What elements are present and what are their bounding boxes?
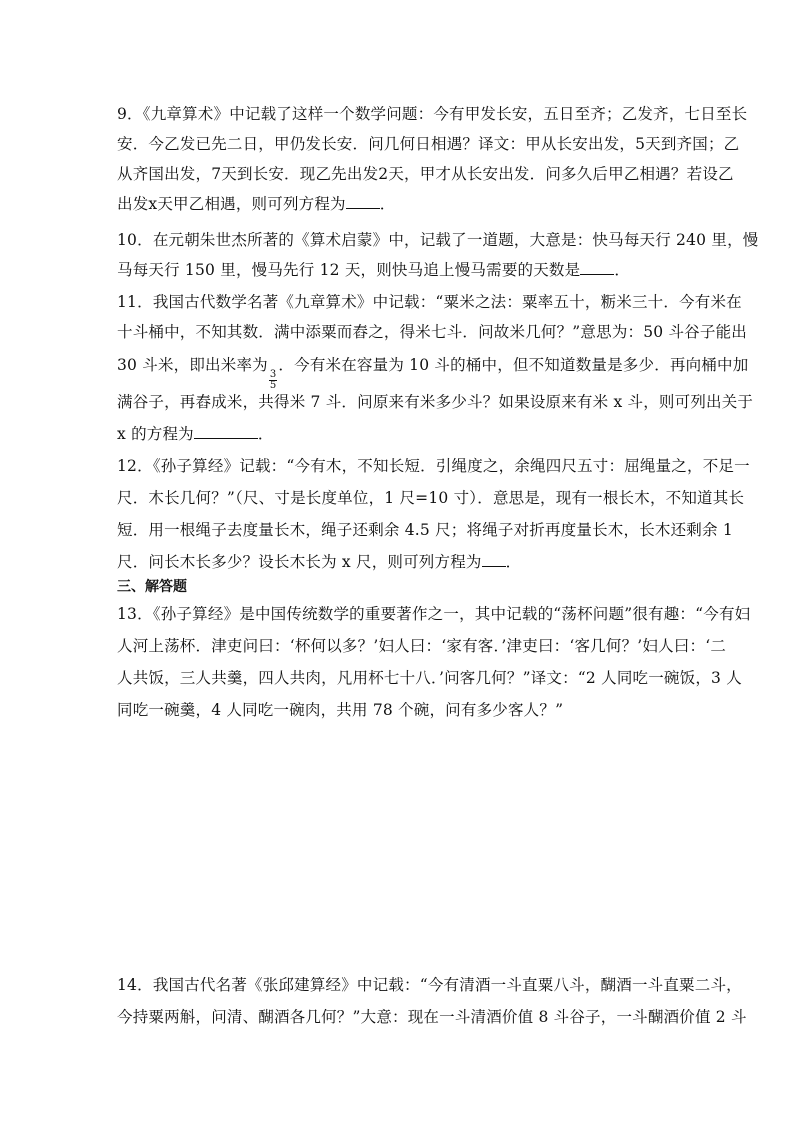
q12-line-3: 短．用一根绳子去度量长木，绳子还剩余 4.5 尺；将绳子对折再度量长木，长木还剩余 1	[117, 521, 733, 539]
q12-line-4-end: ．	[505, 553, 522, 571]
fraction-numerator: 3	[269, 369, 277, 380]
q13-line-4: 同吃一碗羹，4 人同吃一碗肉，共用 78 个碗，问有多少客人？”	[117, 701, 564, 719]
q11-line-4: 满谷子，再舂成米，共得米 7 斗．问原来有米多少斗？如果设原来有米 x 斗，则可列出关于	[117, 393, 754, 411]
q13-line-2: 人河上荡杯．津吏问曰：‘杯何以多？’妇人曰：‘家有客．’津吏曰：‘客几何？’妇人曰：‘二	[117, 637, 727, 655]
q12-line-2: 尺．木长几何？”（尺、寸是长度单位，1 尺=10 寸）．意思是，现有一根长木，不知道其长	[117, 489, 745, 507]
q9-line-4	[117, 194, 682, 214]
q11-line-5-end: ．	[257, 425, 274, 443]
q13-line-1: 13．《孙子算经》是中国传统数学的重要著作之一，其中记载的“荡杯问题”很有趣：“今有妇	[117, 605, 751, 623]
q13-line-3: 人共饭，三人共羹，四人共肉，凡用杯七十八．’问客几何？”译文：“2 人同吃一碗饭，3 人	[117, 669, 742, 687]
q10-answer-blank[interactable]	[580, 260, 614, 275]
q10-line-2-text: 马每天行 150 里，慢马先行 12 天，则快马追上慢马需要的天数是	[117, 261, 581, 279]
q12-line-4-text: 尺．问长木长多少？设长木长为 x 尺，则可列方程为	[117, 553, 482, 571]
q11-line-3-text: 30 斗米，即出米率为	[117, 356, 268, 374]
yield-fraction	[269, 370, 278, 391]
q9-line-4-end: ．	[379, 195, 396, 213]
q12-line-4	[117, 552, 682, 572]
q9-line-3: 从齐国出发，7天到长安．现乙先出发2天，甲才从长安出发．问多久后甲乙相遇？若设乙	[117, 165, 734, 183]
q9-answer-blank[interactable]	[346, 194, 380, 209]
q11-line-5	[117, 424, 682, 444]
q11-answer-blank[interactable]	[194, 424, 258, 439]
q9-line-2: 安．今乙发已先二日，甲仍发长安．问几何日相遇？译文：甲从长安出发，5天到齐国；乙	[117, 135, 740, 153]
q10-line-1: 10．在元朝朱世杰所著的《算术启蒙》中，记载了一道题，大意是：快马每天行 240 里，慢	[117, 231, 759, 249]
q12-answer-blank[interactable]	[482, 552, 506, 567]
q11-line-3	[117, 355, 749, 391]
q11-line-2: 十斗桶中，不知其数．满中添粟而舂之，得米七斗．问故米几何？”意思为：50 斗谷子能出	[117, 323, 747, 341]
fraction-denominator: 5	[269, 380, 277, 391]
section-heading: 三、解答题	[117, 579, 187, 595]
q14-line-2: 今持粟两斛，问清、醐酒各几何？”大意：现在一斗清酒价值 8 斗谷子，一斗醐酒价值 2 斗	[117, 1008, 747, 1026]
q12-line-1: 12．《孙子算经》记载：“今有木，不知长短．引绳度之，余绳四尺五寸：屈绳量之，不足一	[117, 457, 750, 475]
q9-line-1: 9．《九章算术》中记载了这样一个数学问题：今有甲发长安，五日至齐；乙发齐，七日至长	[117, 105, 748, 123]
q14-line-1: 14．我国古代名著《张邱建算经》中记载：“今有清酒一斗直粟八斗，醐酒一斗直粟二斗，	[117, 976, 742, 994]
q11-line-1: 11．我国古代数学名著《九章算术》中记载：“粟米之法：粟率五十，粝米三十．今有米在	[117, 293, 742, 311]
q10-line-2	[117, 260, 682, 280]
q10-line-2-end: ．	[614, 261, 631, 279]
q11-line-3-rest: ．今有米在容量为 10 斗的桶中，但不知道数量是多少．再向桶中加	[278, 356, 749, 374]
q11-line-5-text: x 的方程为	[117, 425, 194, 443]
q9-line-4-text: 出发x天甲乙相遇，则可列方程为	[117, 195, 346, 213]
